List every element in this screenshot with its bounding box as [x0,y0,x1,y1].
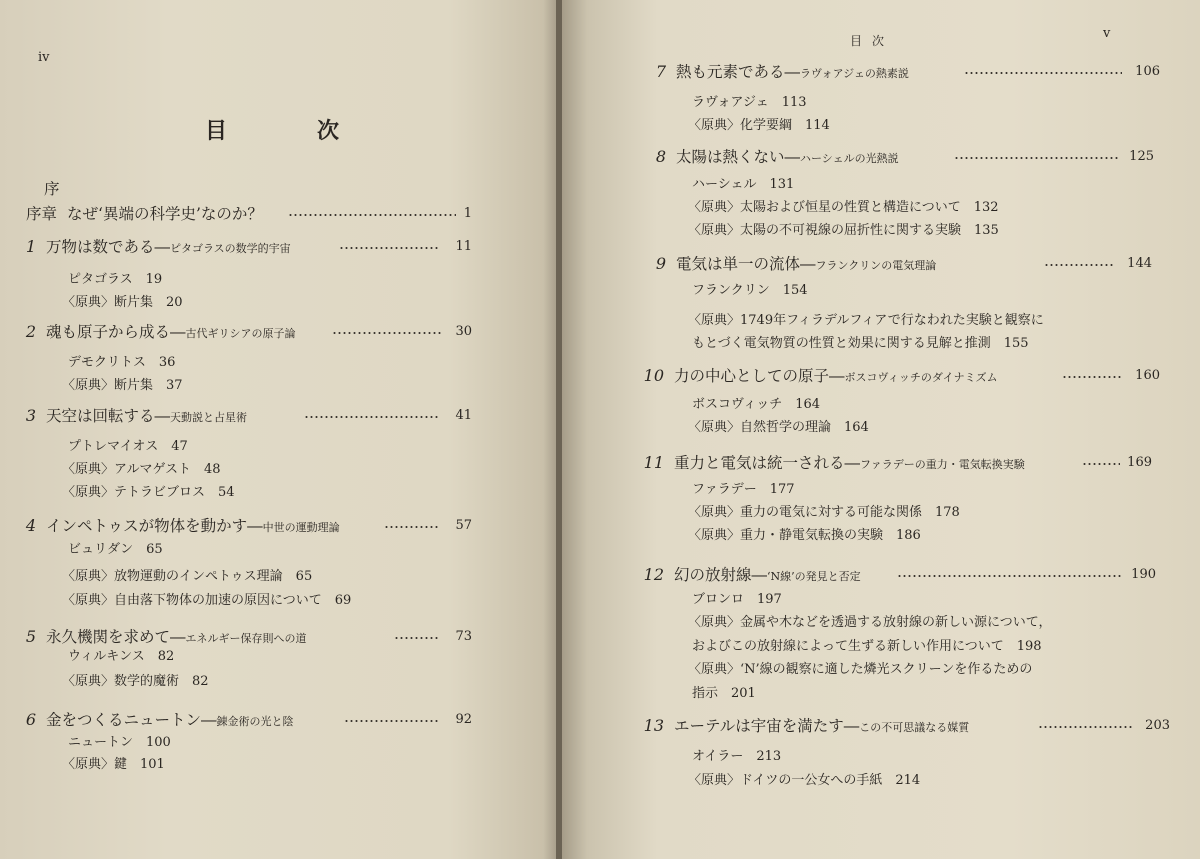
chapter-subtitle: この不可思議なる媒質 [859,721,970,734]
right-page [562,0,1200,859]
page-number-right: v [1103,26,1111,41]
toc-entry: 〈原典〉数学的魔術 82 [62,674,209,689]
leader-dots [954,157,1119,159]
page-ref: 144 [1127,256,1152,271]
running-head: 目次 [850,34,895,48]
leader-dots [1082,463,1120,465]
chapter-subtitle: 天動説と占星術 [170,411,248,424]
toc-entry: ファラデー 177 [692,482,795,497]
toc-entry: ボスコヴィッチ 164 [692,397,821,412]
toc-entry: 〈原典〉‘N’線の観察に適した燐光スクリーンを作るための [688,662,1033,677]
toc-entry: 〈原典〉放物運動のインペトゥス理論 65 [62,569,313,584]
chapter-subtitle: ラヴォアジェの熱素説 [800,67,909,80]
toc-entry: 〈原典〉自然哲学の理論 164 [688,420,869,435]
leader-dots [384,526,439,528]
chapter-title: 熱も元素である [676,63,785,81]
page-ref: 41 [455,408,472,423]
chapter-title: 金をつくるニュートン [46,711,202,729]
toc-entry: デモクリトス 36 [68,355,176,370]
chapter-title: 万物は数である [46,238,155,256]
toc-entry: 〈原典〉断片集 37 [62,378,183,393]
toc-row-chapter-2: 2 魂も原子から成る―古代ギリシアの原子論 30 [14,320,472,344]
page-ref: 92 [455,712,472,727]
chapter-number: 8 [655,147,666,166]
toc-entry: オイラー 213 [692,749,782,764]
chapter-subtitle: ボスコヴィッチのダイナミズム [844,371,998,384]
chapter-number: 4 [25,516,36,535]
jocho-title: なぜ‘異端の科学史’なのか？ [67,205,263,223]
toc-row-chapter-4: 4 インペトゥスが物体を動かす―中世の運動理論 57 [14,514,472,538]
toc-entry: プトレマイオス 47 [68,439,188,454]
page-ref: 169 [1127,455,1152,470]
chapter-title: 重力と電気は統一される [674,454,845,472]
chapter-subtitle: ピタゴラスの数学的宇宙 [170,242,291,255]
chapter-number: 6 [25,710,36,729]
toc-row-chapter-11: 11 重力と電気は統一される―ファラデーの重力・電気転換実験 169 [642,451,1152,475]
toc-entry: ピタゴラス 19 [68,272,163,287]
toc-row-chapter-10: 10 力の中心としての原子―ボスコヴィッチのダイナミズム 160 [642,364,1160,388]
leader-dots [304,416,439,418]
toc-entry: 〈原典〉鍵 101 [62,757,165,772]
leader-dots [1044,264,1114,266]
chapter-number: 2 [25,322,36,341]
page-ref: 190 [1131,567,1156,582]
chapter-number: 3 [25,406,36,425]
toc-row-jocho [26,202,472,226]
chapter-subtitle: 中世の運動理論 [262,521,340,534]
toc-entry: およびこの放射線によって生ずる新しい作用について 198 [692,639,1042,654]
toc-entry: 〈原典〉化学要綱 114 [688,118,830,133]
toc-row-chapter-8: 8 太陽は熱くない―ハーシェルの光熱説 125 [644,145,1154,169]
chapter-subtitle: 古代ギリシアの原子論 [185,327,296,340]
chapter-title: 天空は回転する [46,407,155,425]
toc-entry: 〈原典〉金属や木などを透過する放射線の新しい源について， [688,615,1052,630]
chapter-number: 1 [25,237,36,256]
leader-dots [344,720,439,722]
toc-entry: ビュリダン 65 [68,542,163,557]
toc-jo: 序 [44,180,60,198]
chapter-subtitle: フランクリンの電気理論 [815,259,937,272]
chapter-number: 13 [643,716,664,735]
page-number-left: iv [38,50,50,65]
leader-dots [1038,726,1134,728]
page-ref: 30 [455,324,472,339]
toc-entry: 〈原典〉テトラビブロス 54 [62,485,235,500]
chapter-title: 太陽は熱くない [676,148,785,166]
page-ref: 73 [455,629,472,644]
toc-entry: フランクリン 154 [692,283,808,298]
toc-entry: 指示 201 [692,686,756,701]
chapter-subtitle: 錬金術の光と陰 [216,715,294,728]
chapter-subtitle: エネルギー保存則への道 [185,632,307,645]
toc-entry: もとづく電気物質の性質と効果に関する見解と推測 155 [692,336,1029,351]
leader-dots [1062,376,1122,378]
toc-entry: 〈原典〉太陽および恒星の性質と構造について 132 [688,200,999,215]
toc-entry: 〈原典〉断片集 20 [62,295,183,310]
page-title: 目 次 [205,118,374,144]
toc-row-chapter-1: 1 万物は数である―ピタゴラスの数学的宇宙 11 [14,235,472,259]
chapter-title: 魂も原子から成る [46,323,171,341]
toc-row-chapter-6: 6 金をつくるニュートン―錬金術の光と陰 92 [14,708,472,732]
toc-entry: 〈原典〉重力の電気に対する可能な関係 178 [688,505,960,520]
toc-row-chapter-13: 13 エーテルは宇宙を満たす―この不可思議なる媒質 203 [642,714,1170,738]
page-ref: 125 [1129,149,1154,164]
leader-dots [332,332,442,334]
chapter-title: 幻の放射線 [674,566,752,584]
page-ref: 1 [463,206,472,221]
toc-row-chapter-12: 12 幻の放射線―‘N線’の発見と否定 190 [642,563,1156,587]
chapter-title: 永久機関を求めて [46,628,171,646]
leader-dots [897,575,1121,577]
page-ref: 11 [455,239,472,254]
chapter-title: エーテルは宇宙を満たす [674,717,844,735]
toc-entry: 〈原典〉自由落下物体の加速の原因について 69 [62,593,352,608]
chapter-number: 10 [643,366,664,385]
page-ref: 160 [1135,368,1160,383]
leader-dots [964,72,1122,74]
toc-row-chapter-3: 3 天空は回転する―天動説と占星術 41 [14,404,472,428]
toc-entry: ハーシェル 131 [692,177,795,192]
chapter-number: 12 [643,565,664,584]
chapter-subtitle: ‘N線’の発見と否定 [767,570,861,583]
toc-entry: ブロンロ 197 [692,592,782,607]
leader-dots [288,214,456,216]
toc-entry: 〈原典〉重力・静電気転換の実験 186 [688,528,921,543]
toc-entry: 〈原典〉ドイツの一公女への手紙 214 [688,773,921,788]
chapter-subtitle: ハーシェルの光熱説 [800,152,899,165]
chapter-number: 9 [655,254,666,273]
chapter-title: 電気は単一の流体 [676,255,801,273]
chapter-number: 11 [643,453,664,472]
page-ref: 203 [1145,718,1170,733]
left-page [0,0,560,859]
toc-entry: ラヴォアジェ 113 [692,95,807,110]
toc-row-chapter-5: 5 永久機関を求めて―エネルギー保存則への道 73 [14,625,472,649]
chapter-title: 力の中心としての原子 [674,367,830,385]
jocho-label: 序章 [26,205,58,223]
page-ref: 57 [455,518,472,533]
toc-entry: ウィルキンス 82 [68,649,175,664]
chapter-subtitle: ファラデーの重力・電気転換実験 [860,458,1025,471]
toc-entry: 〈原典〉1749年フィラデルフィアで行なわれた実験と観察に [688,313,1044,328]
chapter-title: インペトゥスが物体を動かす [46,517,248,535]
leader-dots [339,247,439,249]
toc-entry: ニュートン 100 [68,735,171,750]
chapter-number: 5 [25,627,36,646]
chapter-number: 7 [655,62,666,81]
page-ref: 106 [1135,64,1160,79]
toc-entry: 〈原典〉アルマゲスト 48 [62,462,221,477]
toc-entry: 〈原典〉太陽の不可視線の屈折性に関する実験 135 [688,223,999,238]
toc-row-chapter-9: 9 電気は単一の流体―フランクリンの電気理論 144 [644,252,1152,276]
leader-dots [394,637,439,639]
toc-row-chapter-7: 7 熱も元素である―ラヴォアジェの熱素説 106 [644,60,1160,84]
